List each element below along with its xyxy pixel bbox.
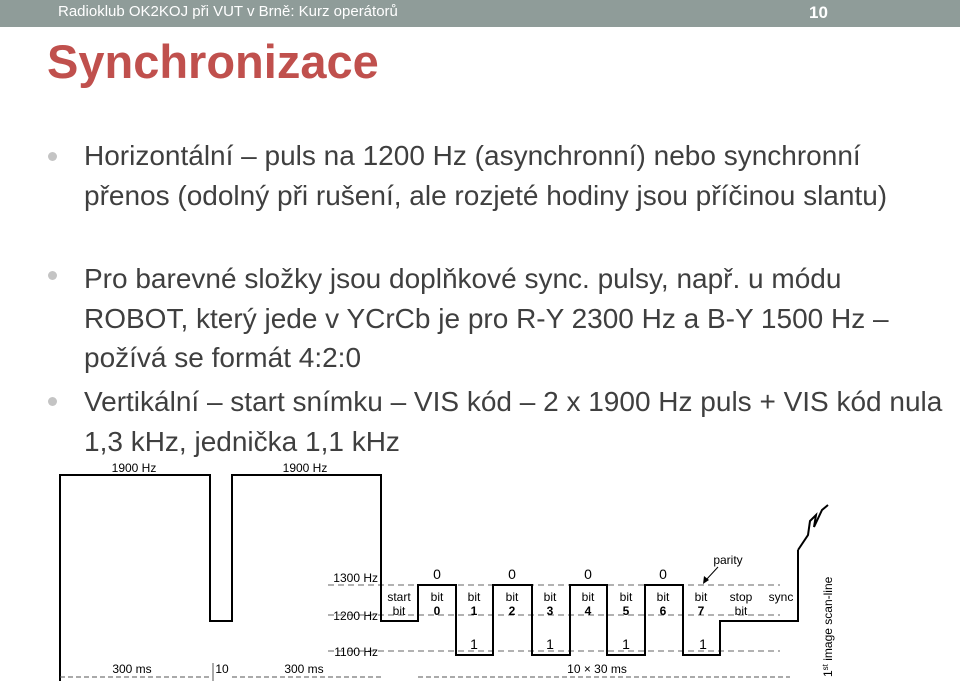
- header-bar: [0, 0, 960, 27]
- bit-word-2: bit: [505, 590, 519, 604]
- parity-arrow-line: [706, 567, 718, 580]
- parity-label: parity: [713, 553, 743, 567]
- bit-value-one-3: 1: [546, 636, 554, 652]
- first-scanline-label: [821, 576, 835, 677]
- bit-value-zero-6: 0: [659, 566, 667, 582]
- bit-value-one-7: 1: [699, 636, 707, 652]
- bit-number-3: 3: [546, 604, 554, 618]
- bullet-text-2: Pro barevné složky jsou doplňkové sync. pulsy, např. u módu ROBOT, který jede v YCrCb je pro R-Y 2300 Hz a B-Y 1500 Hz – požívá se formát 4:2:0: [84, 263, 889, 373]
- bit-value-zero-4: 0: [584, 566, 592, 582]
- bullet-text-1: Horizontální – puls na 1200 Hz (asynchronní) nebo synchronní přenos (odolný při rušení, ale rozjeté hodiny jsou příčinou slantu): [84, 140, 888, 211]
- freq-label-1100: 1100 Hz: [334, 645, 378, 659]
- dim-label-10ms: 10: [215, 662, 229, 676]
- bit-word-7: bit: [694, 590, 708, 604]
- bit-word-6: bit: [656, 590, 670, 604]
- bit-word-1: bit: [467, 590, 481, 604]
- vis-code-diagram: [0, 455, 960, 681]
- bit-word-3: bit: [543, 590, 557, 604]
- bit-number-5: 5: [622, 604, 630, 618]
- bullet-text-3: Vertikální – start snímku – VIS kód – 2 x 1900 Hz puls + VIS kód nula 1,3 kHz, jednička 1,1 kHz: [84, 386, 943, 457]
- bullet-dot-1: [48, 152, 57, 161]
- stop-bit-label: bit: [734, 604, 748, 618]
- bit-word-0: bit: [430, 590, 444, 604]
- freq-label-1200: 1200 Hz: [333, 609, 378, 623]
- bullet-dot-3: [48, 397, 57, 406]
- bit-number-4: 4: [584, 604, 592, 618]
- stop-label: stop: [729, 590, 753, 604]
- pulse-label-1: 1900 Hz: [111, 461, 157, 475]
- bit-word-5: bit: [619, 590, 633, 604]
- bit-word-4: bit: [581, 590, 595, 604]
- bit-value-one-5: 1: [622, 636, 630, 652]
- bit-number-1: 1: [470, 604, 478, 618]
- dim-label-300ms-2: 300 ms: [284, 662, 324, 676]
- first-scanline-sup: st: [821, 664, 830, 671]
- bit-number-0: 0: [433, 604, 441, 618]
- first-scanline-prefix: 1: [821, 670, 835, 677]
- bit-value-zero-2: 0: [508, 566, 516, 582]
- dim-label-10x30ms: 10 × 30 ms: [567, 662, 627, 676]
- bit-value-one-1: 1: [470, 636, 478, 652]
- first-scanline-text: image scan-line: [821, 576, 835, 665]
- bit-value-zero-0: 0: [433, 566, 441, 582]
- start-label: start: [387, 590, 411, 604]
- course-header: Radioklub OK2KOJ při VUT v Brně: Kurz operátorů: [58, 3, 398, 20]
- bullet-dot-2: [48, 271, 57, 280]
- bit-number-6: 6: [659, 604, 667, 618]
- slide-title: Synchronizace: [47, 35, 379, 88]
- sync-label: sync: [768, 590, 794, 604]
- bit-number-2: 2: [508, 604, 516, 618]
- scanline-squiggle: [798, 505, 828, 550]
- pulse-label-2: 1900 Hz: [282, 461, 328, 475]
- page-number: 10: [809, 3, 828, 22]
- start-bit-label: bit: [392, 604, 406, 618]
- freq-label-1300: 1300 Hz: [333, 571, 378, 585]
- vis-waveform: [60, 475, 798, 681]
- dim-label-300ms-1: 300 ms: [112, 662, 152, 676]
- bit-number-7: 7: [697, 604, 705, 618]
